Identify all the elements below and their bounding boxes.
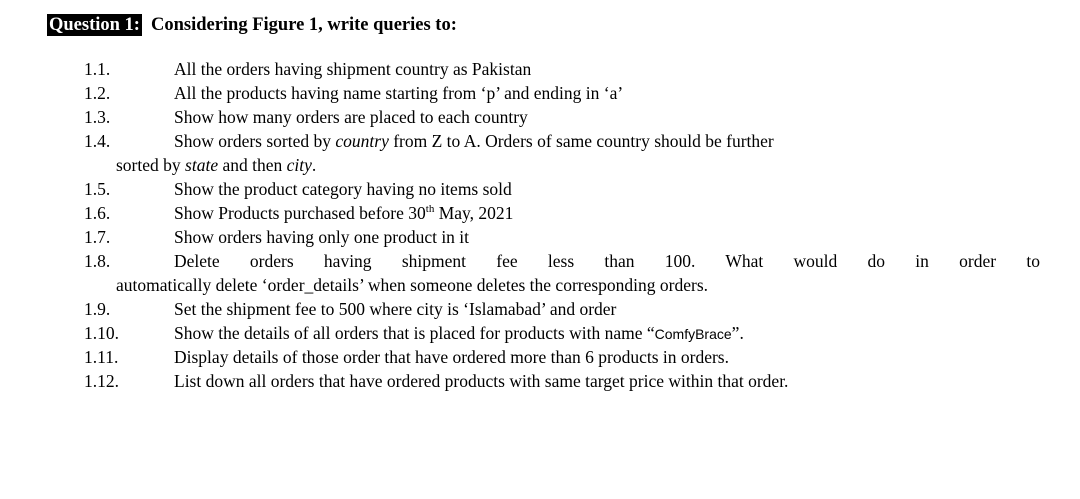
item-text: List down all orders that have ordered products with same target price within that order. <box>174 371 789 391</box>
emphasis-city: city <box>286 155 312 175</box>
item-text-continuation: automatically delete ‘order_details’ when someone deletes the corresponding orders. <box>116 275 709 295</box>
item-text: All the products having name starting from ‘p’ and ending in ‘a’ <box>174 83 624 103</box>
item-text: Show the details of all orders that is placed for products with name “ComfyBrace”. <box>174 323 744 343</box>
item-text: All the orders having shipment country as Pakistan <box>174 59 532 79</box>
item-text: Show how many orders are placed to each country <box>174 107 528 127</box>
item-text: Delete orders having shipment fee less than 100. What would do in order to <box>174 251 1040 271</box>
item-number: 1.6. <box>84 203 111 223</box>
item-text: Show the product category having no items sold <box>174 179 512 199</box>
item-text-continuation: sorted by state and then city. <box>116 155 317 175</box>
item-number: 1.5. <box>84 179 111 199</box>
item-text: Show orders having only one product in it <box>174 227 470 247</box>
emphasis-state: state <box>185 155 219 175</box>
item-number: 1.12. <box>84 371 119 391</box>
question-prompt: Considering Figure 1, write queries to: <box>150 14 457 35</box>
item-text: Show orders sorted by country from Z to A. Orders of same country should be further <box>174 131 774 151</box>
item-number: 1.4. <box>84 131 111 151</box>
product-name: ComfyBrace <box>654 326 732 342</box>
ordinal-superscript: th <box>425 203 435 216</box>
emphasis-country: country <box>335 131 389 151</box>
item-number: 1.2. <box>84 83 111 103</box>
item-number: 1.3. <box>84 107 111 127</box>
question-heading <box>47 13 457 37</box>
item-number: 1.7. <box>84 227 111 247</box>
question-label: Question 1: <box>49 15 140 35</box>
item-text: Set the shipment fee to 500 where city is ‘Islamabad’ and order <box>174 299 617 319</box>
item-number: 1.1. <box>84 59 111 79</box>
item-number: 1.11. <box>84 347 119 367</box>
item-number: 1.9. <box>84 299 111 319</box>
item-text: Show Products purchased before 30th May, 2021 <box>174 203 514 223</box>
item-number: 1.10. <box>84 323 119 343</box>
item-number: 1.8. <box>84 251 111 271</box>
item-text: Display details of those order that have ordered more than 6 products in orders. <box>174 347 729 367</box>
